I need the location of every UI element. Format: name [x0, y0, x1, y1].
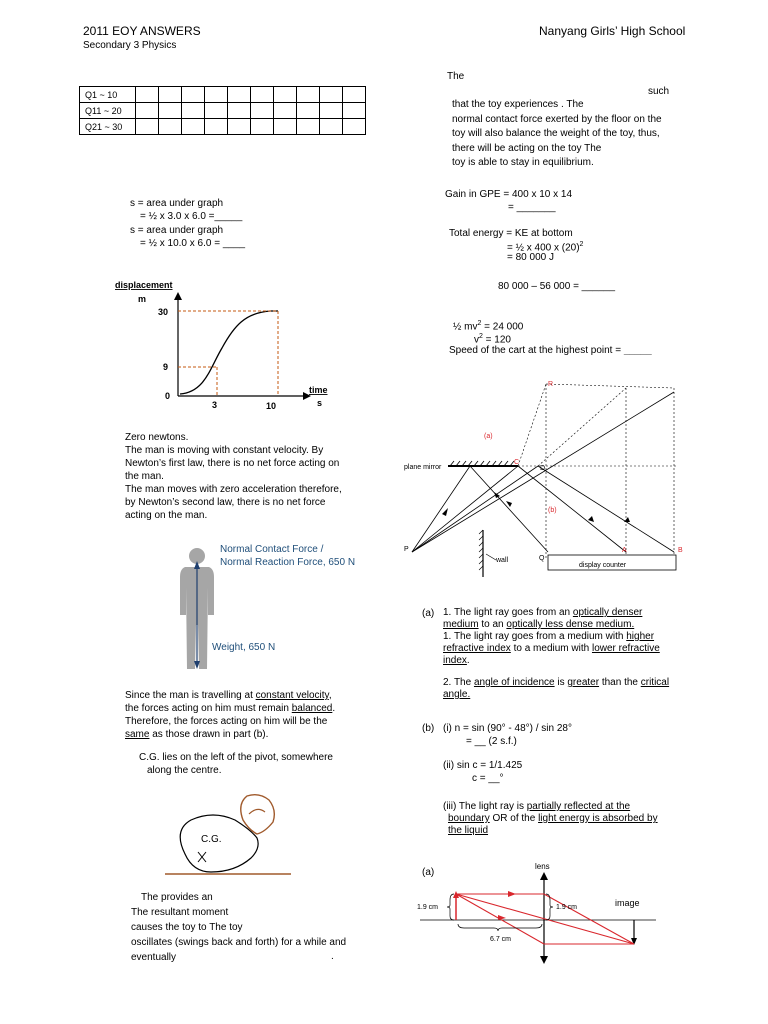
toy-figure — [165, 790, 295, 882]
grid-row — [80, 119, 366, 135]
ke-line-2: $v^2 = 120$ — [474, 333, 511, 346]
graph-xlabel: time — [309, 385, 328, 395]
energy-difference: 80 000 – 56 000 = ______ — [498, 281, 616, 292]
optics-b-label: (b) — [422, 723, 435, 734]
optics-b-i: (i) n = sin (90° - 48°) / sin 28° — [443, 723, 572, 734]
doc-subtitle: Secondary 3 Physics — [83, 40, 177, 51]
gpe-line-1: Gain in GPE = 400 x 10 x 14 — [445, 189, 573, 200]
toy-paragraph: The provides an The resultant moment causes the toy to The toy oscillates (swings back and forth) for a while and eventually — [131, 892, 347, 963]
zero-newtons-block — [125, 431, 342, 522]
gpe-line-2: = _______ — [508, 202, 556, 213]
text-line: The man is moving with constant velocity. By — [125, 445, 324, 456]
text-line: the man. — [125, 471, 164, 482]
wall-label: wall — [496, 557, 509, 564]
optics-b-i-answer: = __ (2 s.f.) — [466, 736, 517, 747]
normal-force-label-1: Normal Contact Force / — [220, 544, 324, 555]
school-name: Nanyang Girls’ High School — [539, 24, 686, 38]
grid-row-label: Q1 ~ 10 — [80, 87, 136, 103]
label-A: A — [622, 547, 627, 554]
label-D: D — [540, 465, 546, 472]
label-B: B — [678, 547, 683, 554]
image-label: image — [615, 898, 640, 908]
speed-line: Speed of the cart at the highest point = _____ — [449, 345, 652, 356]
eq-such: such — [648, 86, 670, 97]
lens-ray-diagram — [410, 858, 660, 968]
text-line: The man moves with zero acceleration therefore, — [125, 484, 342, 495]
area-line-2: = ½ x 3.0 x 6.0 =_____ — [140, 211, 243, 222]
optics-b-ii: (ii) sin c = 1/1.425 — [443, 760, 523, 771]
object-distance-label: 6.7 cm — [490, 936, 512, 943]
total-energy-1: Total energy = KE at bottom — [449, 228, 573, 239]
plane-mirror-label: plane mirror — [404, 464, 442, 471]
grid-row-label: Q21 ~ 30 — [80, 119, 136, 135]
label-R: R — [548, 381, 554, 388]
optics-b-ii-answer: c = __° — [472, 773, 504, 784]
focal-height-label: 1.9 cm — [556, 904, 578, 911]
optics-a-label: (a) — [422, 608, 435, 619]
cg-label: C.G. — [201, 834, 222, 845]
man-figure — [172, 545, 222, 675]
y-tick-0: 0 — [165, 391, 171, 401]
y-tick-30: 30 — [158, 307, 169, 317]
label-P: P — [404, 546, 409, 553]
eq-the: The — [447, 71, 465, 82]
doc-title: 2011 EOY ANSWERS — [83, 24, 201, 38]
y-tick-9: 9 — [163, 362, 169, 372]
graph-ylabel: displacement — [115, 280, 173, 290]
cg-line-1: C.G. lies on the left of the pivot, somewhere — [139, 752, 333, 763]
displacement-time-graph — [110, 278, 340, 418]
text-line: Newton’s first law, there is no net force acting on — [125, 458, 340, 469]
lens-a-label: (a) — [422, 867, 435, 878]
grid-row — [80, 87, 366, 103]
area-line-3: s = area under graph — [130, 225, 224, 236]
text-line: acting on the man. — [125, 510, 208, 521]
displacement-curve — [180, 311, 278, 394]
plane-mirror-diagram — [398, 372, 698, 577]
area-line-1: s = area under graph — [130, 198, 224, 209]
label-Q: Q — [539, 555, 545, 562]
grid-row — [80, 103, 366, 119]
constant-velocity-block: Since the man is travelling at constant velocity, the forces acting on him must remain balanced. Therefore, the forces acting on him will be the same as those drawn in part (b). — [125, 690, 336, 740]
text-line: Zero newtons. — [125, 432, 189, 443]
label-b: (b) — [548, 507, 557, 514]
optics-b-iii: (iii) The light ray is partially reflected at the boundary OR of the light energy is absorbed by the liquid — [443, 801, 658, 836]
text-line: by Newton’s second law, there is no net force — [125, 497, 326, 508]
equilibrium-block: that the toy experiences . The normal contact force exerted by the floor on the toy will also balance the weight of the toy, thus, there will be acting on the toy The toy is able to stay in equilibrium. — [452, 99, 662, 168]
lens-label: lens — [535, 862, 550, 871]
weight-label: Weight, 650 N — [212, 642, 276, 653]
display-counter-label: display counter — [579, 562, 627, 569]
object-height-label: 1.9 cm — [417, 904, 439, 911]
toy-end-dot: . — [331, 951, 334, 962]
x-tick-10: 10 — [266, 401, 277, 411]
total-energy-3: = 80 000 J — [507, 252, 554, 263]
label-C: C — [514, 459, 520, 466]
total-energy-2: = ½ x 400 x $(20)^2$ — [507, 241, 584, 254]
graph-yunit: m — [138, 294, 147, 304]
area-line-4: = ½ x 10.0 x 6.0 = ____ — [140, 238, 246, 249]
normal-force-label-2: Normal Reaction Force, 650 N — [220, 557, 356, 568]
x-tick-3: 3 — [212, 400, 218, 410]
cg-line-2: along the centre. — [147, 765, 222, 776]
label-a: (a) — [484, 433, 493, 440]
optics-a-block: 1. The light ray goes from an optically denser medium to an optically less dense medium. 1. The light ray goes from a medium with higher refractive index to a medium with lower refractive index. 2. The angle of incidence is greater than the critical angle. — [443, 607, 670, 700]
grid-row-label: Q11 ~ 20 — [80, 103, 136, 119]
ke-line-1: ½ $mv^2 = 24$ 000 — [453, 320, 524, 333]
graph-xunit: s — [317, 398, 323, 408]
answer-grid — [79, 86, 366, 135]
